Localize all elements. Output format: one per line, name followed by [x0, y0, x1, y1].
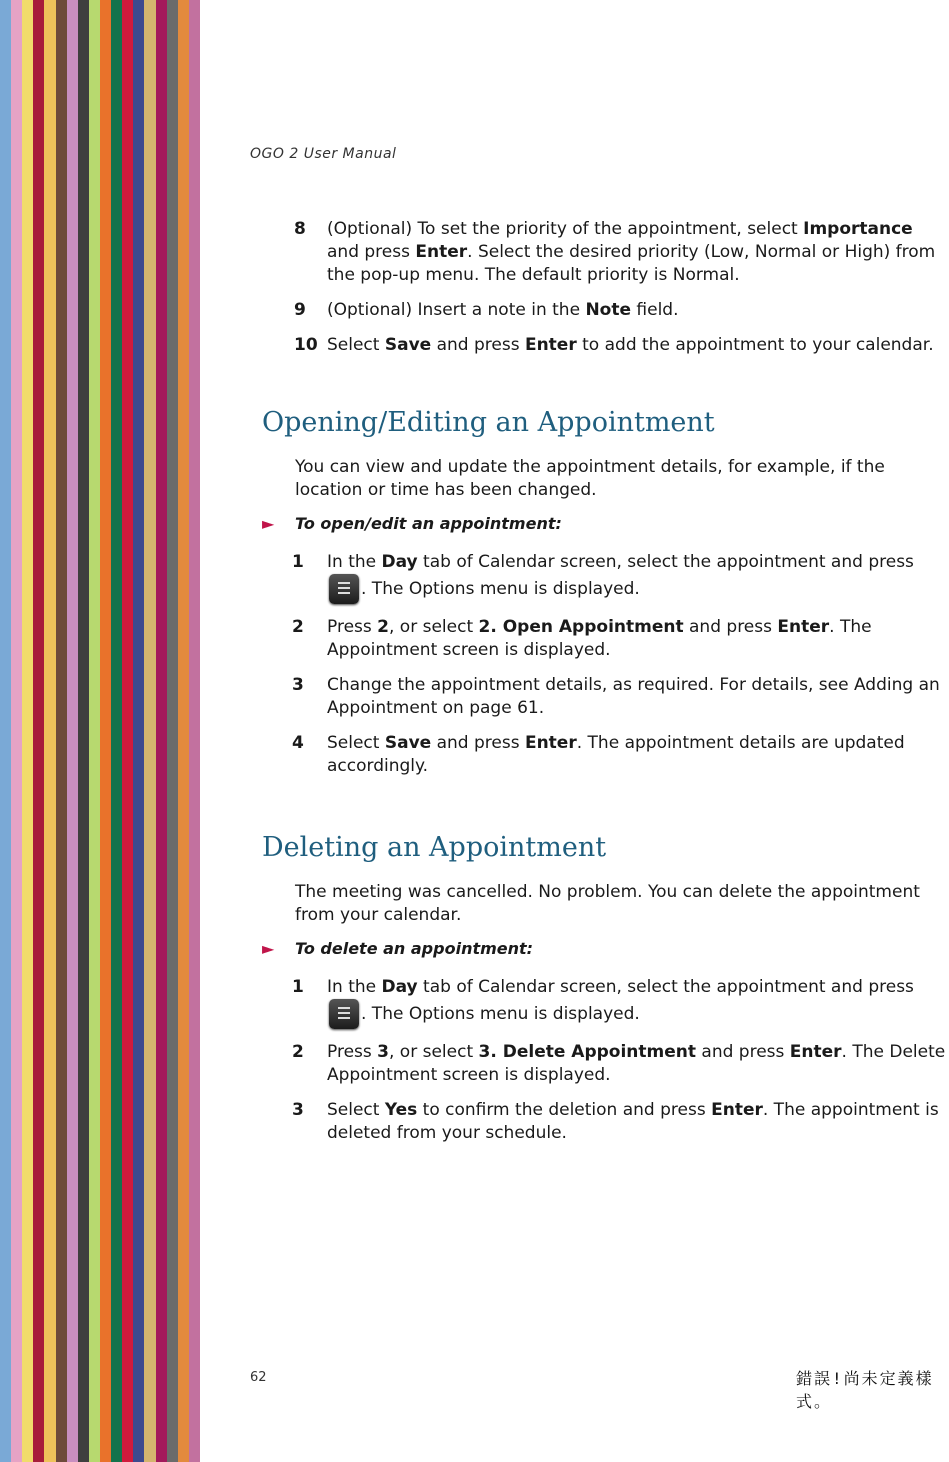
step-text: (Optional) Insert a note in the [327, 300, 586, 320]
procedure-title: To open/edit an appointment: [295, 514, 562, 533]
stripe [156, 0, 167, 1462]
ui-term: Enter [524, 733, 577, 753]
step-item [262, 334, 949, 357]
ui-term: Day [381, 977, 418, 997]
stripe [33, 0, 44, 1462]
stripe [122, 0, 133, 1462]
step-text: field. [631, 300, 679, 320]
stripe [67, 0, 78, 1462]
step-item [262, 1041, 949, 1087]
running-header: OGO 2 User Manual [250, 146, 397, 162]
step-number: 9 [294, 300, 306, 320]
step-text: . The Delete Appointment screen is displayed. [327, 1042, 946, 1085]
stripe [178, 0, 189, 1462]
step-text: In the [327, 552, 382, 572]
step-text: Select [327, 733, 385, 753]
step-text: . The appointment is deleted from your schedule. [327, 1100, 939, 1143]
step-number: 10 [294, 335, 318, 355]
stripe [100, 0, 111, 1462]
step-text: , or select [389, 617, 479, 637]
step-text: . The appointment details are updated accordingly. [327, 733, 905, 776]
section-intro: You can view and update the appointment details, for example, if the location or time has been changed. [295, 457, 885, 500]
arrow-icon: ► [262, 514, 275, 533]
footer-error-text: 錯誤!尚未定義樣式。 [796, 1369, 934, 1411]
ui-term: Note [585, 300, 632, 320]
step-text: tab of Calendar screen, select the appointment and press [417, 552, 914, 572]
step-text: and press [431, 335, 525, 355]
ui-term: Yes [384, 1100, 418, 1120]
stripe [56, 0, 67, 1462]
delete-step-list [262, 976, 949, 1145]
stripe [44, 0, 55, 1462]
section-intro: The meeting was cancelled. No problem. You can delete the appointment from your calendar. [295, 882, 920, 925]
ui-term: Enter [415, 242, 468, 262]
procedure-heading [262, 514, 949, 533]
menu-icon [329, 574, 359, 604]
step-number: 4 [292, 733, 304, 753]
step-item [262, 674, 949, 720]
stripe [22, 0, 33, 1462]
ui-term: 2. Open Appointment [478, 617, 684, 637]
stripe [89, 0, 100, 1462]
step-number: 3 [292, 675, 304, 695]
step-item [262, 976, 949, 1029]
step-number: 2 [292, 617, 304, 637]
arrow-icon: ► [262, 939, 275, 958]
procedure-heading [262, 939, 949, 958]
procedure-title: To delete an appointment: [295, 939, 534, 958]
step-text: tab of Calendar screen, select the appointment and press [417, 977, 914, 997]
stripe [189, 0, 200, 1462]
ui-term: 2 [377, 617, 389, 637]
step-text: Change the appointment details, as required. For details, see Adding an Appointment on page 61. [327, 675, 940, 718]
step-text: , or select [389, 1042, 479, 1062]
step-text: to confirm the deletion and press [417, 1100, 712, 1120]
ui-term: Day [381, 552, 418, 572]
stripe [0, 0, 11, 1462]
step-text: . The Options menu is displayed. [361, 579, 640, 599]
step-number: 1 [292, 977, 304, 997]
ui-term: Enter [711, 1100, 763, 1120]
stripe [144, 0, 155, 1462]
stripe [11, 0, 22, 1462]
open-edit-step-list [262, 551, 949, 778]
step-text: Select [327, 335, 385, 355]
step-item [262, 218, 949, 287]
page-content [262, 218, 949, 1157]
step-item [262, 551, 949, 604]
step-number: 3 [292, 1100, 304, 1120]
ui-term: Enter [777, 617, 830, 637]
step-text: . The Options menu is displayed. [361, 1004, 640, 1024]
step-text: . Select the desired priority (Low, Normal or High) from the pop-up menu. The default priority is Normal. [327, 242, 936, 285]
step-item [262, 616, 949, 662]
step-text: and press [683, 617, 778, 637]
step-number: 1 [292, 552, 304, 572]
step-number: 2 [292, 1042, 304, 1062]
step-item [262, 732, 949, 778]
step-text: and press [327, 242, 416, 262]
step-text: Press [327, 617, 378, 637]
ui-term: Enter [789, 1042, 842, 1062]
step-text: and press [696, 1042, 790, 1062]
step-text: . The Appointment screen is displayed. [327, 617, 872, 660]
stripe [133, 0, 144, 1462]
step-text: Select [327, 1100, 385, 1120]
decorative-stripes [0, 0, 200, 1462]
stripe [167, 0, 178, 1462]
step-text: Press [327, 1042, 378, 1062]
ui-term: Importance [803, 219, 913, 239]
step-text: and press [431, 733, 525, 753]
page-number: 62 [250, 1370, 267, 1385]
stripe [111, 0, 122, 1462]
section-heading-delete: Deleting an Appointment [262, 832, 607, 863]
step-number: 8 [294, 219, 306, 239]
ui-term: 3. Delete Appointment [478, 1042, 696, 1062]
step-text: In the [327, 977, 382, 997]
menu-icon [329, 999, 359, 1029]
ui-term: Save [384, 335, 432, 355]
step-item [262, 299, 949, 322]
ui-term: Enter [524, 335, 577, 355]
section-heading-open-edit: Opening/Editing an Appointment [262, 407, 715, 438]
step-text: (Optional) To set the priority of the appointment, select [327, 219, 804, 239]
step-text: to add the appointment to your calendar. [576, 335, 934, 355]
top-step-list [262, 218, 949, 357]
step-item [262, 1099, 949, 1145]
ui-term: 3 [377, 1042, 389, 1062]
stripe [78, 0, 89, 1462]
ui-term: Save [384, 733, 432, 753]
